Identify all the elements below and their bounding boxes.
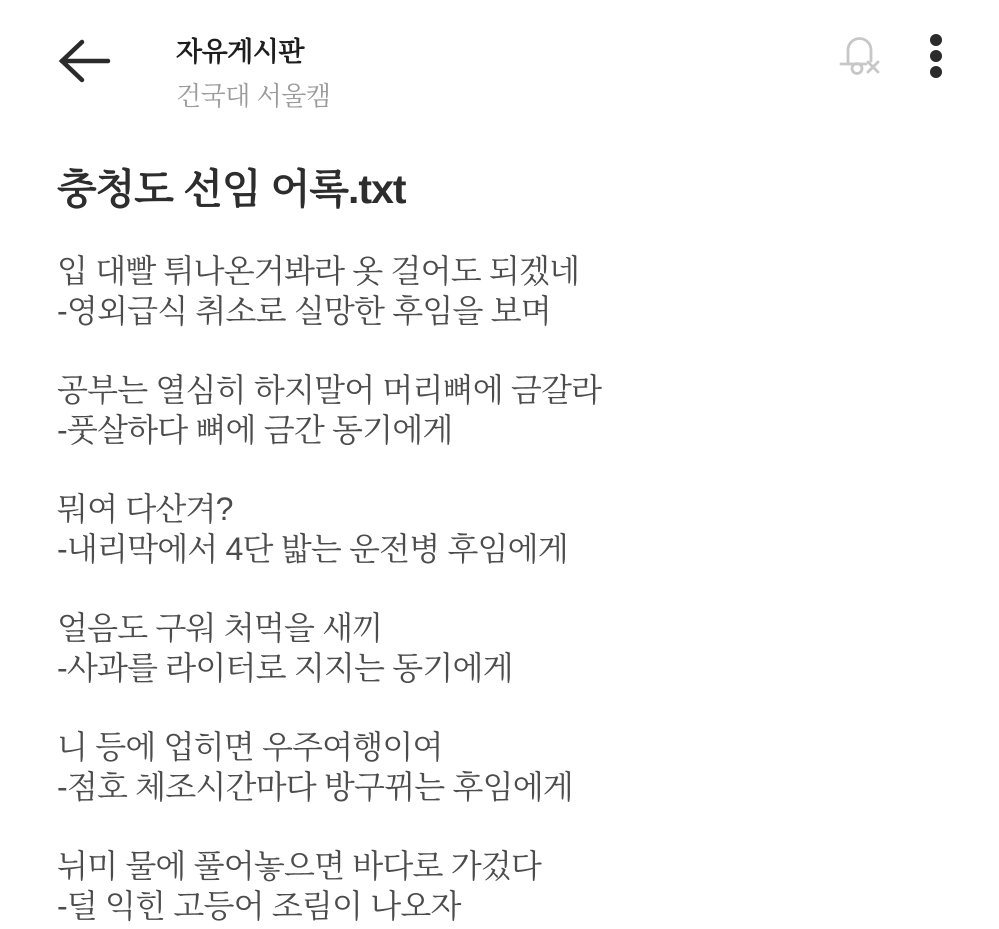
quote-attribution: -사과를 라이터로 지지는 동기에게 — [57, 650, 513, 686]
quote-attribution: -풋살하다 뼈에 금간 동기에게 — [57, 412, 453, 448]
quote-line: 니 등에 업히면 우주여행이여 — [57, 729, 443, 765]
post-content — [0, 165, 999, 926]
quote-attribution: -내리막에서 4단 밟는 운전병 후임에게 — [57, 531, 568, 567]
quote-attribution: -점호 체조시간마다 방구뀌는 후임에게 — [57, 769, 573, 805]
back-arrow-icon — [58, 38, 112, 84]
quote-block — [57, 608, 939, 688]
board-subtitle: 건국대 서울캠 — [176, 81, 331, 111]
quote-line: 입 대빨 튀나온거봐라 옷 걸어도 되겠네 — [57, 253, 580, 289]
notifications-off-button[interactable] — [835, 30, 885, 82]
topbar-actions — [835, 30, 943, 82]
quote-attribution: -덜 익힌 고등어 조림이 나오자 — [57, 888, 461, 924]
quote-block — [57, 846, 939, 926]
quote-line: 뉘미 물에 풀어놓으면 바다로 가겄다 — [57, 848, 542, 884]
quote-block — [57, 727, 939, 807]
quote-block — [57, 489, 939, 569]
back-button[interactable] — [58, 38, 112, 84]
post-title: 충청도 선임 어록.txt — [57, 166, 406, 212]
more-options-button[interactable] — [929, 33, 943, 79]
quote-attribution: -영외급식 취소로 실망한 후임을 보며 — [57, 293, 551, 329]
quote-line: 뭐여 다산겨? — [57, 491, 233, 527]
quote-block — [57, 370, 939, 450]
board-title: 자유게시판 — [176, 37, 304, 67]
quote-block — [57, 251, 939, 331]
kebab-menu-icon — [929, 33, 943, 79]
top-app-bar — [0, 0, 999, 113]
bell-off-icon — [835, 30, 885, 82]
quote-line: 얼음도 구워 처먹을 새끼 — [57, 610, 383, 646]
quote-line: 공부는 열심히 하지말어 머리뼈에 금갈라 — [57, 372, 602, 408]
board-title-block — [176, 30, 330, 113]
